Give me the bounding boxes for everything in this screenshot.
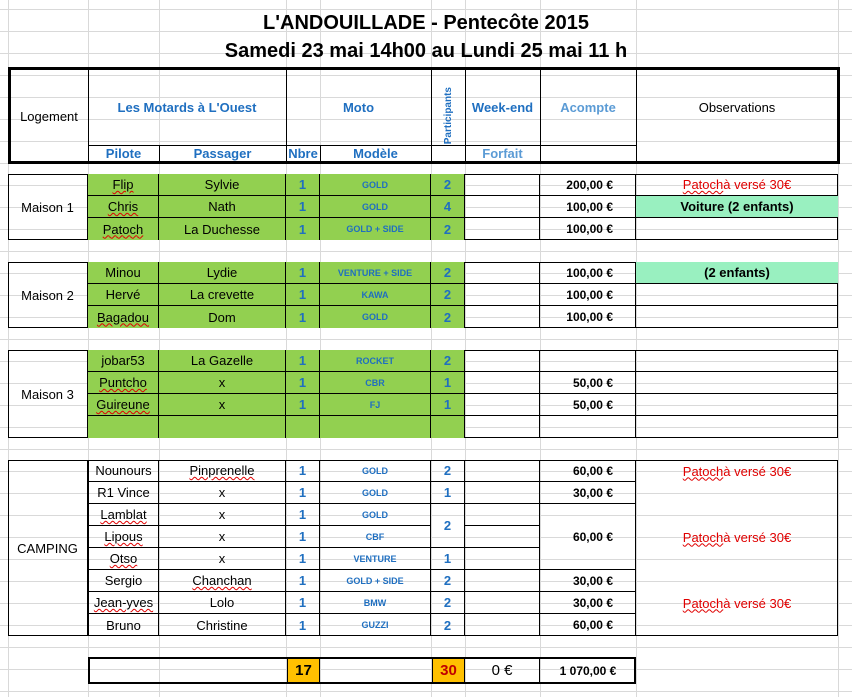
modele-cell: FJ: [320, 394, 431, 416]
acompte-cell: 60,00 €: [540, 460, 636, 482]
pilote-cell: Bruno: [88, 614, 159, 636]
observation-cell: Patoch à versé 30€: [636, 174, 838, 196]
acompte-cell: 200,00 €: [540, 174, 636, 196]
weekend-cell: [465, 482, 540, 504]
observation-merged: Patoch à versé 30€: [682, 529, 792, 545]
participants-cell: 2: [431, 592, 465, 614]
acompte-cell: 30,00 €: [540, 592, 636, 614]
pilote-cell: Lipous: [88, 526, 159, 548]
observation-cell: Patoch à versé 30€: [682, 463, 792, 479]
acompte-cell: 100,00 €: [540, 262, 636, 284]
observation-cell: [636, 350, 838, 372]
observation-name: Patoch: [682, 177, 724, 192]
participants-cell: 1: [431, 482, 465, 504]
participants-cell: 2: [431, 284, 465, 306]
acompte-cell: 100,00 €: [540, 284, 636, 306]
weekend-cell: [465, 460, 540, 482]
total-nbre: 17: [287, 659, 320, 682]
pilote-cell: jobar53: [88, 350, 159, 372]
acompte-cell: 50,00 €: [540, 372, 636, 394]
pilote-cell: Guireune: [88, 394, 159, 416]
modele-cell: VENTURE + SIDE: [320, 262, 431, 284]
border-line: [159, 145, 160, 162]
observation-cell: [636, 482, 838, 504]
modele-cell: GOLD + SIDE: [320, 218, 431, 240]
participants-cell: 2: [431, 570, 465, 592]
pilote-cell: Minou: [88, 262, 159, 284]
observation-name: Patoch: [682, 529, 724, 545]
weekend-cell: [465, 570, 540, 592]
passager-cell: [159, 416, 286, 438]
nbre-cell: [286, 416, 320, 438]
group-name: Maison 1: [8, 174, 88, 240]
passager-cell: x: [159, 372, 286, 394]
header-acompte: Acompte: [560, 100, 616, 115]
weekend-cell: [465, 350, 540, 372]
nbre-cell: 1: [286, 372, 320, 394]
modele-cell: CBR: [320, 372, 431, 394]
observation-cell: [636, 416, 838, 438]
pilote-cell: [88, 416, 159, 438]
gridline-h: [0, 339, 852, 340]
pilote-cell: Lamblat: [88, 504, 159, 526]
passager-cell: Nath: [159, 196, 286, 218]
acompte-merged: 60,00 €: [540, 504, 636, 570]
border-line: [465, 70, 466, 162]
header-participants: Participants: [442, 87, 454, 145]
participants-cell: 2: [431, 174, 465, 196]
passager-cell: Lolo: [159, 592, 286, 614]
passager-cell: La Gazelle: [159, 350, 286, 372]
group-name: CAMPING: [8, 460, 88, 636]
weekend-cell: [465, 218, 540, 240]
modele-cell: GOLD: [320, 504, 431, 526]
header-moto: Moto: [342, 100, 375, 115]
nbre-cell: 1: [286, 284, 320, 306]
passager-cell: Christine: [159, 614, 286, 636]
modele-cell: CBF: [320, 526, 431, 548]
observation-cell: [636, 394, 838, 416]
observation-name: Patoch: [682, 595, 724, 611]
header-passager: Passager: [193, 146, 252, 161]
observation-cell: Patoch à versé 30€: [682, 595, 792, 611]
total-participants: 30: [432, 659, 465, 682]
border-line: [465, 145, 636, 146]
nbre-cell: 1: [286, 592, 320, 614]
nbre-cell: 1: [286, 548, 320, 570]
weekend-cell: [465, 394, 540, 416]
border-line: [88, 70, 89, 162]
border-line: [320, 145, 321, 162]
passager-cell: Chanchan: [159, 570, 286, 592]
participants-cell: 4: [431, 196, 465, 218]
title-line-2: Samedi 23 mai 14h00 au Lundi 25 mai 11 h: [224, 40, 628, 62]
acompte-cell: 30,00 €: [540, 570, 636, 592]
group-name: Maison 3: [8, 350, 88, 438]
weekend-cell: [465, 306, 540, 328]
weekend-cell: [465, 548, 540, 570]
passager-cell: x: [159, 482, 286, 504]
passager-cell: x: [159, 548, 286, 570]
passager-cell: La Duchesse: [159, 218, 286, 240]
gridline-h: [0, 691, 852, 692]
weekend-cell: [465, 196, 540, 218]
weekend-cell: [465, 174, 540, 196]
pilote-cell: R1 Vince: [88, 482, 159, 504]
pilote-cell: Patoch: [88, 218, 159, 240]
header-nbre: Nbre: [288, 146, 318, 161]
passager-cell: La crevette: [159, 284, 286, 306]
passager-cell: x: [159, 394, 286, 416]
title-line-1: L'ANDOUILLADE - Pentecôte 2015: [263, 12, 589, 34]
observation-cell: [636, 306, 838, 328]
pilote-cell: Nounours: [88, 460, 159, 482]
nbre-cell: 1: [286, 570, 320, 592]
pilote-cell: Flip: [88, 174, 159, 196]
passager-cell: Sylvie: [159, 174, 286, 196]
modele-cell: [320, 416, 431, 438]
header-logement: Logement: [20, 108, 78, 124]
gridline-h: [0, 251, 852, 252]
pilote-cell: Puntcho: [88, 372, 159, 394]
modele-cell: VENTURE: [320, 548, 431, 570]
nbre-cell: 1: [286, 174, 320, 196]
total-acompte: 1 070,00 €: [559, 663, 617, 678]
acompte-cell: 100,00 €: [540, 306, 636, 328]
nbre-cell: 1: [286, 482, 320, 504]
weekend-cell: [465, 526, 540, 548]
gridline-h: [0, 449, 852, 450]
observation-cell: [636, 570, 838, 592]
pilote-cell: Bagadou: [88, 306, 159, 328]
participants-cell: [431, 416, 465, 438]
participants-merged: 2: [431, 504, 465, 548]
header-pilote: Pilote: [105, 146, 142, 161]
modele-cell: GOLD: [320, 174, 431, 196]
header-forfait: Forfait: [482, 146, 523, 161]
participants-cell: 2: [431, 350, 465, 372]
gridline-h: [0, 9, 852, 10]
participants-cell: 2: [431, 614, 465, 636]
pilote-cell: Jean-yves: [88, 592, 159, 614]
nbre-cell: 1: [286, 460, 320, 482]
nbre-cell: 1: [286, 218, 320, 240]
passager-cell: x: [159, 504, 286, 526]
observation-cell: [636, 284, 838, 306]
group-name: Maison 2: [8, 262, 88, 328]
nbre-cell: 1: [286, 350, 320, 372]
observation-cell: [636, 372, 838, 394]
nbre-cell: 1: [286, 504, 320, 526]
acompte-cell: 50,00 €: [540, 394, 636, 416]
header-motards: Les Motards à L'Ouest: [117, 100, 257, 115]
nbre-cell: 1: [286, 526, 320, 548]
modele-cell: ROCKET: [320, 350, 431, 372]
nbre-cell: 1: [286, 262, 320, 284]
border-line: [431, 70, 432, 162]
acompte-cell: 60,00 €: [540, 614, 636, 636]
pilote-cell: Sergio: [88, 570, 159, 592]
gridline-h: [0, 647, 852, 648]
observation-cell: [636, 614, 838, 636]
weekend-cell: [465, 262, 540, 284]
modele-cell: GOLD + SIDE: [320, 570, 431, 592]
observation-name: Patoch: [682, 463, 724, 479]
participants-cell: 1: [431, 548, 465, 570]
participants-cell: 2: [431, 262, 465, 284]
header-observations: Observations: [698, 100, 776, 115]
nbre-cell: 1: [286, 614, 320, 636]
modele-cell: GOLD: [320, 460, 431, 482]
weekend-cell: [465, 284, 540, 306]
pilote-cell: Otso: [88, 548, 159, 570]
acompte-cell: [540, 416, 636, 438]
modele-cell: KAWA: [320, 284, 431, 306]
weekend-cell: [465, 372, 540, 394]
participants-cell: 1: [431, 372, 465, 394]
acompte-cell: 100,00 €: [540, 218, 636, 240]
modele-cell: GOLD: [320, 482, 431, 504]
modele-cell: GOLD: [320, 306, 431, 328]
weekend-cell: [465, 416, 540, 438]
passager-cell: x: [159, 526, 286, 548]
header-modele: Modèle: [353, 146, 398, 161]
participants-cell: 1: [431, 394, 465, 416]
observation-cell: Voiture (2 enfants): [636, 196, 838, 218]
weekend-cell: [465, 504, 540, 526]
acompte-cell: [540, 350, 636, 372]
border-line: [540, 70, 541, 162]
border-line: [88, 145, 465, 146]
border-line: [286, 70, 287, 162]
nbre-cell: 1: [286, 306, 320, 328]
participants-cell: 2: [431, 218, 465, 240]
header-weekend: Week-end: [471, 100, 534, 115]
acompte-cell: 100,00 €: [540, 196, 636, 218]
participants-cell: 2: [431, 460, 465, 482]
weekend-cell: [465, 614, 540, 636]
nbre-cell: 1: [286, 196, 320, 218]
border-line: [636, 70, 637, 162]
observation-cell: (2 enfants): [636, 262, 838, 284]
acompte-cell: 30,00 €: [540, 482, 636, 504]
pilote-cell: Hervé: [88, 284, 159, 306]
passager-cell: Dom: [159, 306, 286, 328]
passager-cell: Pinprenelle: [159, 460, 286, 482]
weekend-cell: [465, 592, 540, 614]
total-weekend: 0 €: [465, 659, 540, 682]
pilote-cell: Chris: [88, 196, 159, 218]
passager-cell: Lydie: [159, 262, 286, 284]
modele-cell: GOLD: [320, 196, 431, 218]
modele-cell: BMW: [320, 592, 431, 614]
nbre-cell: 1: [286, 394, 320, 416]
observation-cell: [636, 218, 838, 240]
modele-cell: GUZZI: [320, 614, 431, 636]
participants-cell: 2: [431, 306, 465, 328]
